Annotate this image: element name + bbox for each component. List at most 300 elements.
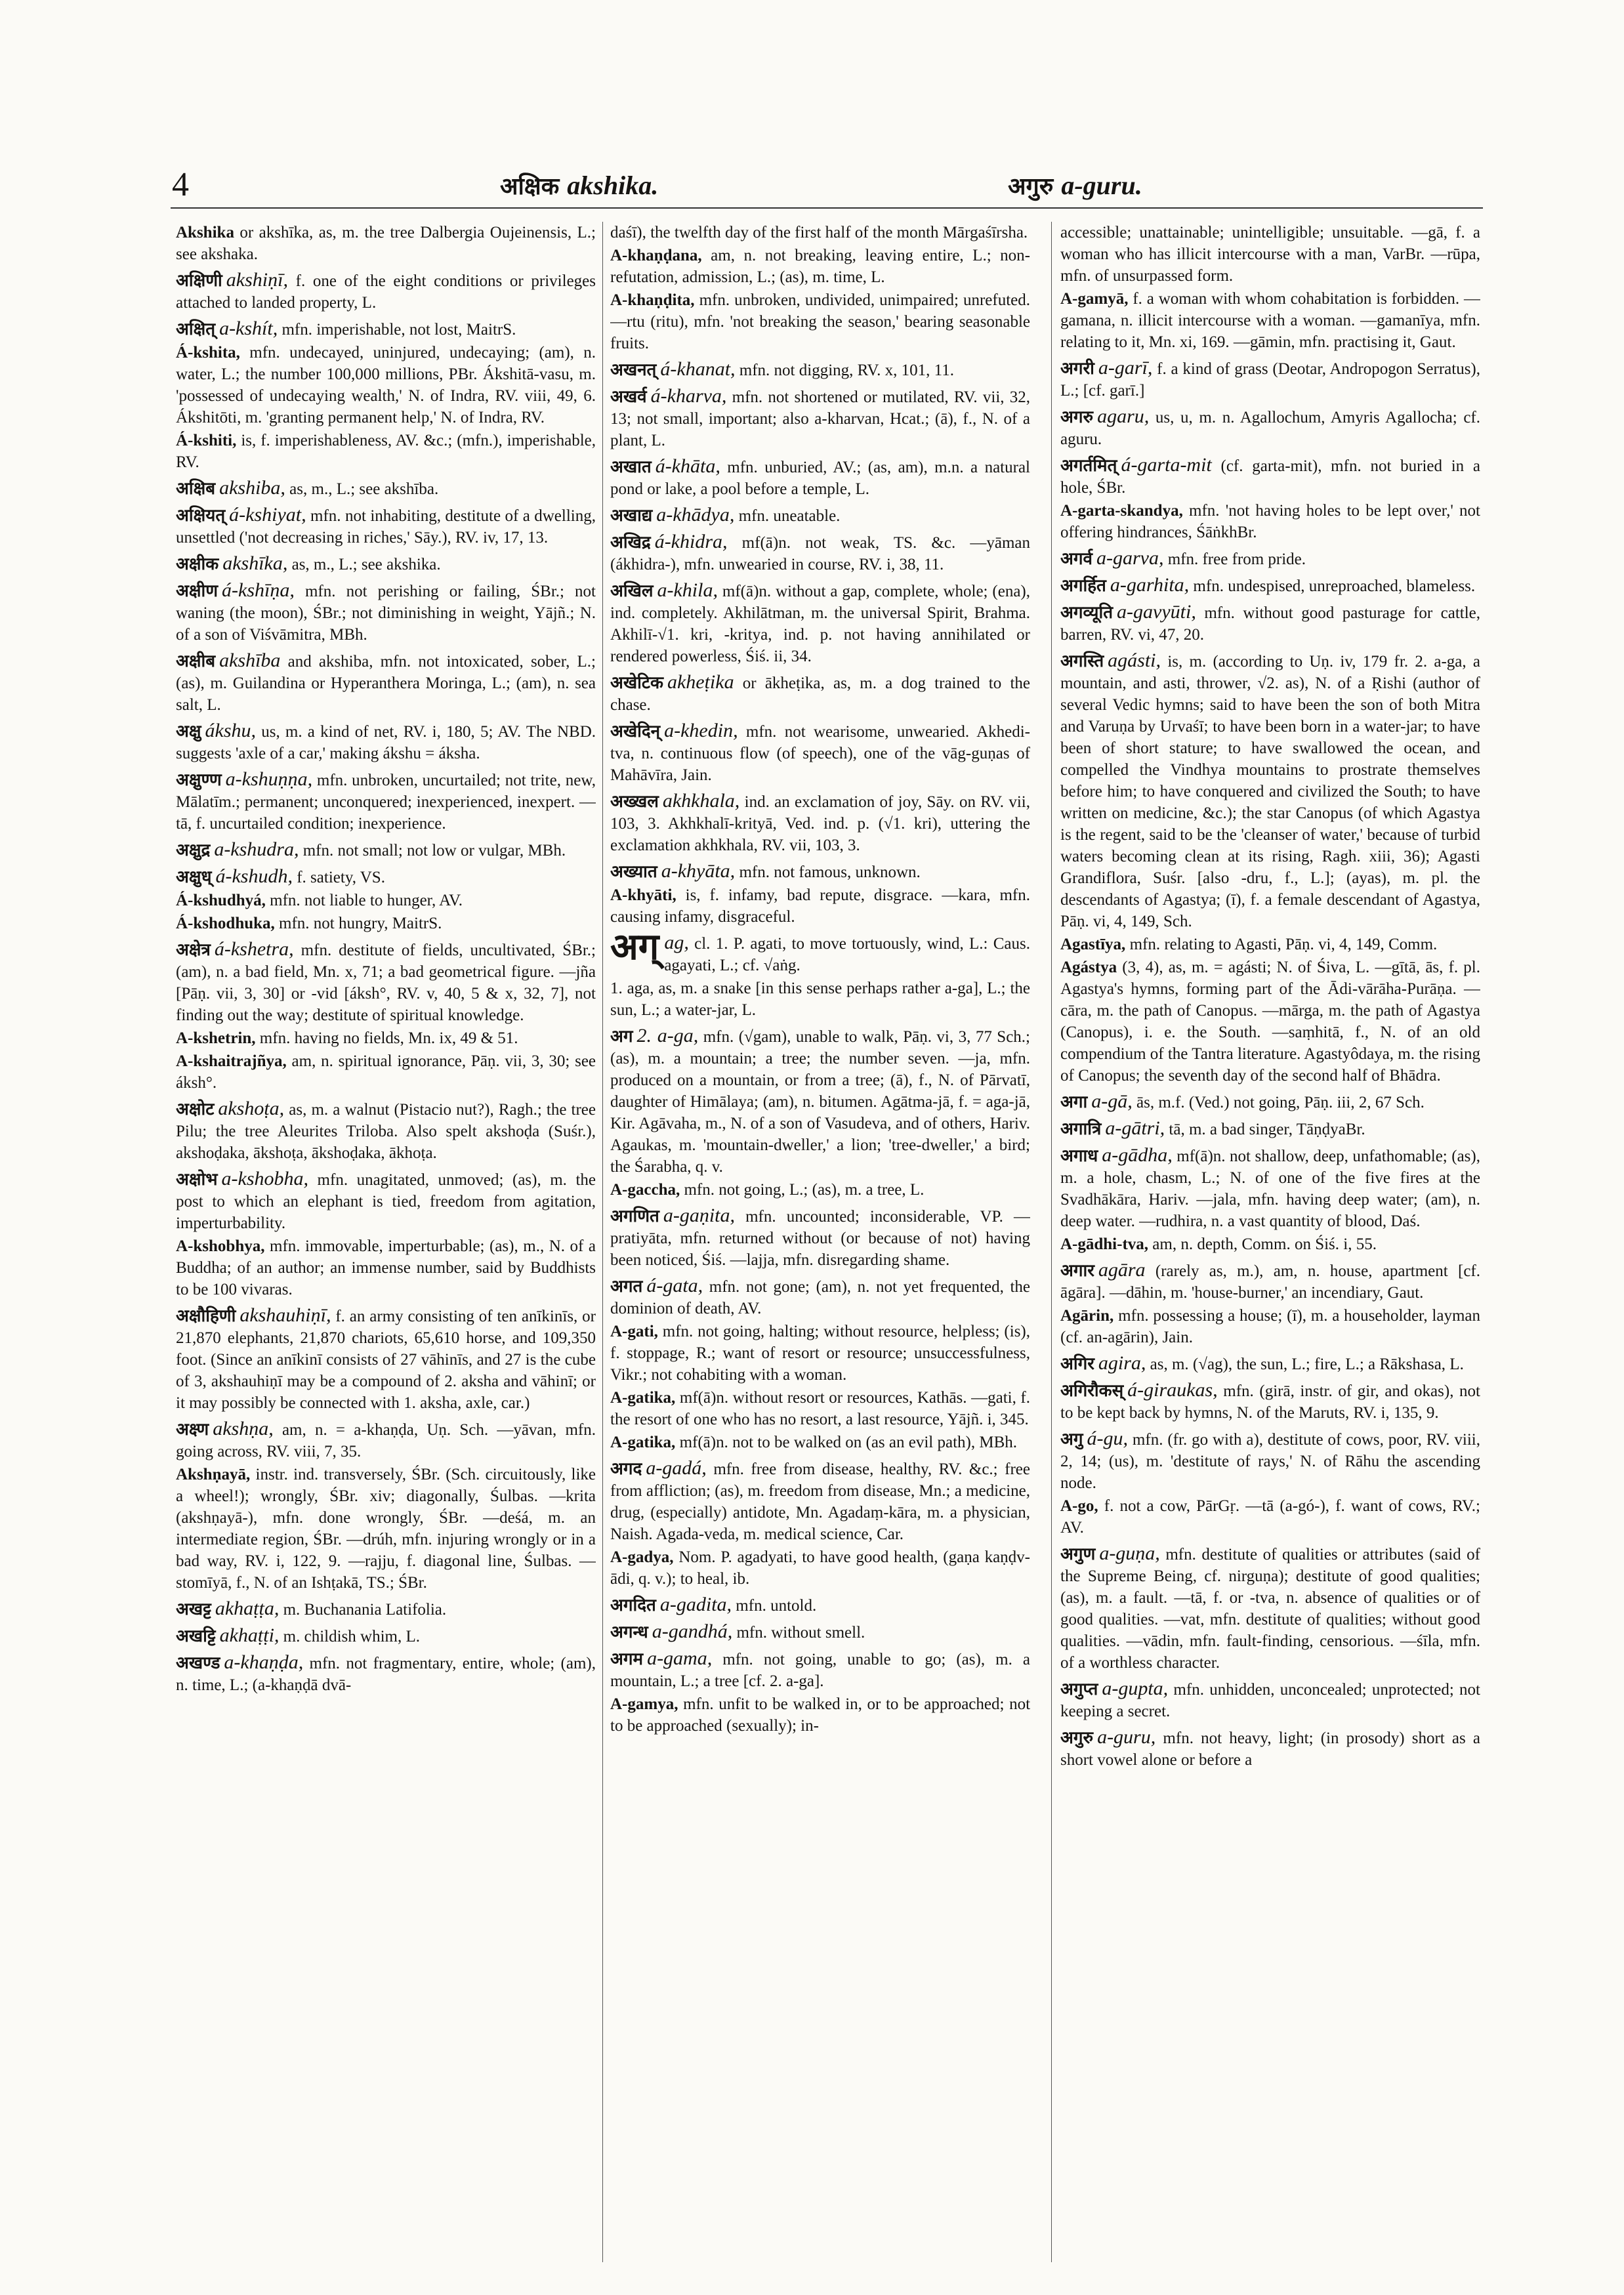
entry-definition: mfn. not famous, unknown. xyxy=(739,863,921,881)
entry-headword: A-khyāti, xyxy=(610,886,677,904)
dictionary-entry xyxy=(610,1546,1030,1590)
running-head-left-devanagari: अक्षिक xyxy=(500,173,560,200)
entry-devanagari: अखिद्र xyxy=(610,533,651,552)
entry-devanagari: अगद xyxy=(610,1459,642,1479)
entry-headword: Á-kshudhyá, xyxy=(176,892,266,909)
dictionary-entry xyxy=(610,1205,1030,1271)
dictionary-entry xyxy=(610,1621,1030,1644)
entry-definition: mfn. unbroken, undivided, unimpaired; unrefuted. —rtu (ritu), mfn. 'not breaking the season,' bearing seasonable fruits. xyxy=(610,291,1030,352)
entry-devanagari: अक्ष्ण xyxy=(176,1420,209,1439)
entry-headword: A-gati, xyxy=(610,1323,658,1340)
entry-definition: mf(ā)n. not shallow, deep, unfathomable; (as), m. a hole, chasm, L.; N. of one of the five fires at the Svadhākāra, Hariv. —jala, mfn. having deep water; (am), n. deep water. —rudhira, n. a vast quantity of blood, Daś. xyxy=(1060,1148,1480,1230)
entry-devanagari: अगाध xyxy=(1060,1146,1098,1166)
entry-definition: mfn. unagitated, unmoved; (as), m. the post to which an elephant is tied, freedom from agitation, imperturbability. xyxy=(176,1171,596,1232)
entry-headword: a-gupta, xyxy=(1102,1678,1169,1699)
entry-definition: mfn. untold. xyxy=(736,1597,817,1615)
entry-headword: A-khaṇḍana, xyxy=(610,247,702,264)
entry-definition: mfn. 'not having holes to be lept over,' not offering hindrances, ŚāṅkhBr. xyxy=(1060,502,1480,541)
entry-headword: a-khila, xyxy=(657,579,718,601)
column-divider xyxy=(1051,222,1052,2262)
dictionary-entry xyxy=(176,504,596,548)
dictionary-entry xyxy=(176,477,596,500)
entry-headword: A-gaccha, xyxy=(610,1181,680,1199)
entry-headword: a-garī, xyxy=(1098,357,1153,379)
entry-devanagari: अखण्ड xyxy=(176,1653,220,1673)
entry-devanagari: अगर्हित xyxy=(1060,576,1106,596)
entry-definition: mfn. undecayed, uninjured, undecaying; (am), n. water, L.; the number 100,000 millions, PBr. Ákshitā-vasu, m. 'possessed of undecaying wealth,' N. of Indra, RV. viii, 49, 6. Ákshitōti, m. 'granting permanent help,' N. of Indra, RV. xyxy=(176,344,596,426)
entry-definition: f. satiety, VS. xyxy=(297,869,385,886)
entry-definition: f. not a cow, PārGṛ. —tā (a-gó-), f. want of cows, RV.; AV. xyxy=(1060,1497,1480,1537)
entry-devanagari: अखट्टि xyxy=(176,1626,216,1646)
entry-headword: A-kshaitrajñya, xyxy=(176,1052,287,1070)
dictionary-entry xyxy=(176,1235,596,1300)
entry-devanagari: अक्षियत् xyxy=(176,506,226,526)
entry-definition: m. Buchanania Latifolia. xyxy=(283,1601,447,1619)
running-head-right xyxy=(1008,169,1142,201)
entry-definition: mfn. not gone; (am), n. not yet frequented, the dominion of death, AV. xyxy=(610,1278,1030,1317)
entry-devanagari: अगु xyxy=(1060,1430,1083,1449)
dictionary-entry xyxy=(610,504,1030,527)
dictionary-entry xyxy=(176,552,596,575)
entry-devanagari: अगन्ध xyxy=(610,1623,648,1642)
entry-devanagari: अक्षीब xyxy=(176,651,216,671)
dictionary-entry xyxy=(610,1594,1030,1617)
entry-headword: á-garta-mit xyxy=(1121,454,1212,476)
entry-definition: mfn. imperishable, not lost, MaitrS. xyxy=(281,321,516,339)
entry-headword: akhaṭṭi, xyxy=(219,1624,280,1646)
dictionary-entry xyxy=(610,978,1030,1021)
entry-devanagari: अख्खल xyxy=(610,792,659,812)
entry-devanagari: अक्षीण xyxy=(176,581,219,601)
entry-definition: mfn. without smell. xyxy=(736,1624,865,1642)
dictionary-entry xyxy=(610,455,1030,500)
dictionary-entry xyxy=(610,1432,1030,1453)
entry-headword: Agārin, xyxy=(1060,1307,1114,1325)
entry-definition: mfn. not hungry, MaitrS. xyxy=(279,915,442,932)
entry-definition: as, m., L.; see akshika. xyxy=(291,556,441,573)
dictionary-entry xyxy=(610,790,1030,856)
entry-devanagari: अक्षोभ xyxy=(176,1170,218,1189)
entry-devanagari: अगात्रि xyxy=(1060,1119,1102,1139)
entry-definition: mf(ā)n. without a gap, complete, whole; (ena), ind. completely. Akhilātman, m. the universal Spirit, Brahma. Akhilī-√1. kri, -kritya, ind. p. not having annihilated or rendered powerless, Śiś. ii, 34. xyxy=(610,583,1030,665)
dictionary-entry xyxy=(610,720,1030,786)
entry-definition: (rarely as, m.), am, n. house, apartment [cf. āgāra]. —dāhin, m. 'house-burner,' an incendiary, Gaut. xyxy=(1060,1262,1480,1302)
entry-definition: mfn. possessing a house; (ī), m. a householder, layman (cf. an-agārin), Jain. xyxy=(1060,1307,1480,1346)
entry-definition: mfn. not small; not low or vulgar, MBh. xyxy=(302,842,566,859)
entry-definition: cl. 1. P. agati, to move tortuously, wind, L.: Caus. agayati, L.; cf. √aṅg. xyxy=(664,935,1030,974)
entry-headword: á-kshetra, xyxy=(214,938,294,960)
dictionary-entry xyxy=(1060,957,1480,1086)
entry-devanagari: अगस्ति xyxy=(1060,651,1104,671)
dictionary-entry xyxy=(176,1050,596,1094)
dictionary-entry xyxy=(176,650,596,716)
entry-headword: akshiba, xyxy=(219,477,285,499)
entry-headword: Á-kshodhuka, xyxy=(176,915,275,932)
entry-devanagari: अगम xyxy=(610,1649,644,1669)
dictionary-entry xyxy=(176,269,596,314)
entry-devanagari: अगुरु xyxy=(1060,1728,1094,1748)
entry-headword: a-gadá, xyxy=(646,1457,707,1479)
entry-headword: A-gatika, xyxy=(610,1389,676,1407)
dictionary-entry xyxy=(176,838,596,861)
entry-definition: mfn. not shortened or mutilated, RV. vii, 32, 13; not small, important; also a-kharvan, Hcat.; (ā), f., N. of a plant, L. xyxy=(610,388,1030,449)
dictionary-entry xyxy=(176,342,596,428)
running-head-right-devanagari: अगुरु xyxy=(1008,173,1054,200)
dictionary-entry xyxy=(1060,1090,1480,1113)
entry-definition: mfn. not perishing or failing, ŚBr.; not waning (the moon), ŚBr.; not diminishing in weight, Yājñ.; N. of a son of Viśvāmitra, MBh. xyxy=(176,583,596,644)
entry-headword: a-kshudra, xyxy=(214,838,299,860)
dictionary-entry xyxy=(1060,1352,1480,1375)
entry-devanagari: अखाद्य xyxy=(610,506,653,526)
dictionary-entry xyxy=(610,385,1030,451)
entry-headword: A-gamyā, xyxy=(1060,290,1129,308)
entry-definition: mfn. (fr. go with a), destitute of cows, poor, RV. viii, 2, 14; (us), m. 'destitute of rays,' N. of Rāhu the ascending node. xyxy=(1060,1431,1480,1492)
entry-definition: mfn. destitute of qualities or attributes (said of the Supreme Being, cf. nirguṇa); destitute of good qualities; (as), m. a fault. —tā, f. or -tva, n. absence of qualities or of good qualities. —vat, mfn. destitute of qualities; without good qualities. —vādin, mfn. fault-finding, censorious. —śīla, mfn. of a worthless character. xyxy=(1060,1546,1480,1672)
entry-headword: á-khāta, xyxy=(655,455,720,477)
dictionary-entry xyxy=(176,720,596,764)
entry-definition: mfn. having no fields, Mn. ix, 49 & 51. xyxy=(259,1029,518,1047)
entry-headword: Akshṇayā, xyxy=(176,1466,251,1483)
entry-devanagari: अगरु xyxy=(1060,407,1094,427)
entry-headword: Á-kshita, xyxy=(176,344,240,362)
entry-definition: f. a woman with whom cohabitation is forbidden. —gamana, n. illicit intercourse with a woman. —gamanīya, mfn. relating to it, Mn. xi, 169. —gāmin, mfn. practising it, Gaut. xyxy=(1060,290,1480,351)
entry-headword: a-guru, xyxy=(1097,1726,1156,1748)
dictionary-entry xyxy=(1060,1144,1480,1232)
entry-devanagari: अख्यात xyxy=(610,862,657,882)
entry-headword: A-go, xyxy=(1060,1497,1098,1515)
page-number: 4 xyxy=(172,166,189,203)
entry-definition: as, m. a walnut (Pistacio nut?), Ragh.; the tree Pilu; the tree Aleurites Triloba. Also spelt akshoḍa (Suśr.), akshoḍaka, ākshoṭa, ākshoḍaka, ākhoṭa. xyxy=(176,1101,596,1162)
dictionary-entry xyxy=(176,1464,596,1594)
entry-definition: or akshīka, as, m. the tree Dalbergia Oujeinensis, L.; see akshaka. xyxy=(176,224,596,263)
entry-devanagari: अगणित xyxy=(610,1207,659,1226)
dictionary-entry xyxy=(610,1387,1030,1430)
entry-devanagari: अक्षिब xyxy=(176,479,216,499)
entry-definition: us, m. a kind of net, RV. i, 180, 5; AV. The NBD. suggests 'axle of a car,' making ákshu = áksha. xyxy=(176,723,596,762)
dictionary-entry xyxy=(176,1651,596,1696)
entry-headword: a-khyāta, xyxy=(661,860,736,882)
dictionary-entry xyxy=(1060,1678,1480,1722)
entry-definition: mfn. not inhabiting, destitute of a dwelling, unsettled ('not decreasing in riches,' Sāy.), RV. iv, 17, 13. xyxy=(176,507,596,547)
entry-definition: mf(ā)n. not to be walked on (as an evil path), MBh. xyxy=(679,1434,1018,1451)
entry-headword: akshiṇī, xyxy=(226,269,288,291)
dictionary-entry xyxy=(610,1693,1030,1737)
dictionary-entry xyxy=(1060,500,1480,543)
entry-definition: mfn. not liable to hunger, AV. xyxy=(270,892,463,909)
entry-headword: a-gātri, xyxy=(1105,1117,1165,1139)
entry-definition: f. a kind of grass (Deotar, Andropogon Serratus), L.; [cf. garī.] xyxy=(1060,360,1480,400)
dictionary-entry xyxy=(610,289,1030,354)
entry-definition: mfn. unhidden, unconcealed; unprotected; not keeping a secret. xyxy=(1060,1681,1480,1720)
column-1 xyxy=(176,222,596,2262)
entry-headword: á-gata, xyxy=(646,1275,703,1296)
dictionary-entry xyxy=(176,1168,596,1234)
entry-definition: Nom. P. agadyati, to have good health, (gaṇa kaṇḍv-ādi, q. v.); to heal, ib. xyxy=(610,1548,1030,1588)
entry-definition: accessible; unattainable; unintelligible; unsuitable. —gā, f. a woman who has illicit intercourse with a man, VarBr. —rūpa, mfn. of unsurpassed form. xyxy=(1060,224,1480,285)
entry-headword: a-khādya, xyxy=(656,504,735,526)
dictionary-entry xyxy=(1060,574,1480,597)
dictionary-entry xyxy=(1060,1428,1480,1494)
dictionary-entry xyxy=(176,1304,596,1414)
dictionary-entry xyxy=(176,890,596,911)
dictionary-entry xyxy=(610,1647,1030,1692)
dictionary-entry xyxy=(610,531,1030,575)
dictionary-entry xyxy=(1060,222,1480,287)
dictionary-entry xyxy=(610,245,1030,288)
dictionary-entry xyxy=(1060,405,1480,450)
dictionary-entry xyxy=(176,1624,596,1647)
entry-headword: a-kshuṇṇa, xyxy=(225,768,313,790)
column-3 xyxy=(1060,222,1480,2262)
entry-headword: á-khidra, xyxy=(654,531,728,552)
dictionary-entry xyxy=(176,579,596,646)
dictionary-entry xyxy=(176,768,596,835)
entry-headword: A-gādhi-tva, xyxy=(1060,1235,1149,1253)
entry-devanagari: अखेटिक xyxy=(610,673,663,693)
entry-definition: as, m., L.; see akshība. xyxy=(289,480,439,498)
entry-headword: akshība xyxy=(219,650,281,671)
entry-devanagari: अगिरौकस् xyxy=(1060,1381,1124,1401)
entry-devanagari: अगर्व xyxy=(1060,549,1093,569)
entry-definition: f. one of the eight conditions or privileges attached to landed property, L. xyxy=(176,272,596,312)
entry-devanagari: अक्षेत्र xyxy=(176,940,211,960)
entry-headword: a-khedin, xyxy=(664,720,738,741)
header-rule xyxy=(171,207,1483,209)
entry-headword: a-gavyūti, xyxy=(1117,601,1196,623)
entry-headword: á-gu, xyxy=(1087,1428,1129,1449)
column-2 xyxy=(610,222,1030,2262)
entry-headword: a-garhita, xyxy=(1110,574,1190,596)
entry-headword: a-khaṇḍa, xyxy=(224,1651,304,1673)
entry-headword: agira, xyxy=(1098,1352,1146,1374)
entry-devanagari: अगिर xyxy=(1060,1354,1094,1374)
entry-definition: as, m. (√ag), the sun, L.; fire, L.; a Rākshasa, L. xyxy=(1150,1355,1464,1373)
entry-definition: is, f. imperishableness, AV. &c.; (mfn.), imperishable, RV. xyxy=(176,432,596,471)
dictionary-entry xyxy=(1060,454,1480,499)
dictionary-entry xyxy=(1060,650,1480,932)
dictionary-entry xyxy=(1060,1259,1480,1304)
dictionary-entry xyxy=(176,430,596,473)
dictionary-entry xyxy=(1060,1726,1480,1771)
entry-definition: am, n. = a-khaṇḍa, Uṇ. Sch. —yāvan, mfn. going across, RV. viii, 7, 35. xyxy=(176,1421,596,1460)
entry-devanagari: अक्षित् xyxy=(176,320,216,339)
entry-definition: f. an army consisting of ten anīkinīs, or 21,870 elephants, 21,870 chariots, 65,610 horse, and 109,350 foot. (Since an anīkinī consists of 27 vāhinīs, and 27 is the cube of 3, akshauhiṇī may be a compound of 2. aksha and vāhinī; or it may possibly be connected with 1. aksha, axle, car.) xyxy=(176,1308,596,1412)
entry-devanagari: अखात xyxy=(610,457,652,477)
dictionary-entry xyxy=(176,1027,596,1049)
entry-definition: daśī), the twelfth day of the first half of the month Mārgaśīrsha. xyxy=(610,224,1028,241)
entry-devanagari: अक्षुध् xyxy=(176,867,212,887)
entry-definition: mfn. unburied, AV.; (as, am), m.n. a natural pond or lake, a pool before a temple, L. xyxy=(610,459,1030,498)
entry-devanagari: अखट्ट xyxy=(176,1600,211,1619)
dictionary-entry xyxy=(610,1275,1030,1319)
dictionary-entry xyxy=(176,1098,596,1164)
entry-devanagari: अगार xyxy=(1060,1261,1094,1281)
entry-definition: us, u, m. n. Agallochum, Amyris Agallocha; cf. aguru. xyxy=(1060,409,1480,448)
dictionary-entry xyxy=(610,1025,1030,1178)
dictionary-entry xyxy=(610,222,1030,243)
running-head-left xyxy=(500,169,658,201)
entry-headword: á-khanat, xyxy=(660,358,736,380)
entry-devanagari: अगदित xyxy=(610,1596,656,1615)
entry-definition: mfn. immovable, imperturbable; (as), m., N. of a Buddha; of an author; an immense number, said by Buddhists to be 100 vivaras. xyxy=(176,1237,596,1298)
entry-headword: á-kshiyat, xyxy=(229,504,306,526)
entry-devanagari: अग् xyxy=(610,926,659,968)
entry-devanagari: अक्षु xyxy=(176,722,201,741)
entry-devanagari: अखेदिन् xyxy=(610,722,661,741)
entry-headword: akshṇa, xyxy=(213,1418,274,1439)
entry-headword: A-garta-skandya, xyxy=(1060,502,1183,520)
dictionary-entry xyxy=(176,938,596,1026)
entry-definition: mfn. relating to Agasti, Pāṇ. vi, 4, 149, Comm. xyxy=(1129,936,1438,953)
entry-definition: mfn. not going, unable to go; (as), m. a mountain, L.; a tree [cf. 2. a-ga]. xyxy=(610,1651,1030,1690)
entry-headword: A-khaṇḍita, xyxy=(610,291,695,309)
entry-headword: a-kshít, xyxy=(219,318,278,339)
entry-headword: Agástya xyxy=(1060,959,1117,976)
entry-definition: ind. an exclamation of joy, Sāy. on RV. vii, 103, 3. Akhkhalī-krityā, Ved. ind. p. (√1. kri), uttering the exclamation akhkhala, RV. vii, 103, 3. xyxy=(610,793,1030,854)
dictionary-entry xyxy=(176,222,596,265)
entry-headword: agāra xyxy=(1098,1259,1146,1281)
entry-devanagari: अक्षीक xyxy=(176,554,219,574)
entry-devanagari: अगा xyxy=(1060,1092,1088,1112)
entry-headword: Á-kshiti, xyxy=(176,432,237,449)
entry-headword: a-gama, xyxy=(647,1647,713,1669)
dictionary-entry xyxy=(610,1457,1030,1545)
entry-definition: mfn. not wearisome, unwearied. Akhedi-tva, n. continuous flow (of speech), one of the vāg-guṇas of Mahāvīra, Jain. xyxy=(610,723,1030,784)
entry-devanagari: अगव्यूति xyxy=(1060,603,1114,623)
dictionary-entry xyxy=(610,884,1030,928)
entry-definition: mfn. free from disease, healthy, RV. &c.; free from affliction; (as), m. freedom from disease, Mn.; a medicine, drug, (especially) antidote, Mn. Agadaṃ-kāra, m. a physician, Naish. Agada-veda, m. medical science, Car. xyxy=(610,1460,1030,1543)
entry-definition: am, n. depth, Comm. on Śiś. i, 55. xyxy=(1152,1235,1377,1253)
entry-headword: a-kshobha, xyxy=(221,1168,309,1189)
entry-headword: akshauhiṇī, xyxy=(239,1304,331,1326)
entry-headword: a-gā, xyxy=(1091,1090,1133,1112)
entry-devanagari: अक्षुण्ण xyxy=(176,770,222,790)
dictionary-entry xyxy=(1060,1117,1480,1140)
dictionary-entry xyxy=(176,913,596,934)
entry-headword: á-kshīṇa, xyxy=(222,579,295,601)
entry-definition: mfn. destitute of fields, uncultivated, ŚBr.; (am), n. a bad field, Mn. x, 71; a bad geometrical figure. —jña [Pāṇ. vii, 3, 30] or -vid [áksh°, RV. v, 40, 5 & x, 32, 7], not finding out the way; destitute of spiritual knowledge. xyxy=(176,941,596,1024)
entry-devanagari: अखर्व xyxy=(610,387,647,407)
entry-headword: akhkhala, xyxy=(662,790,740,812)
entry-definition: is, f. infamy, bad repute, disgrace. —kara, mfn. causing infamy, disgraceful. xyxy=(610,886,1030,926)
entry-definition: instr. ind. transversely, ŚBr. (Sch. circuitously, like a wheel!); wrongly, ŚBr. xiv; diagonally, Śulbas. —krita (akshṇayā-), mfn. done wrongly, ŚBr. —deśá, m. an intermediate region, ŚBr. —drúh, mfn. injuring wrongly or in a bad way, RV. i, 122, 9. —rajju, f. diagonal line, Śulbas. —stomīyā, f., N. of an Ishṭakā, TS.; ŚBr. xyxy=(176,1466,596,1592)
entry-headword: akshīka, xyxy=(222,552,288,574)
entry-devanagari: अक्षौहिणी xyxy=(176,1306,236,1326)
entry-devanagari: अक्षोट xyxy=(176,1100,215,1119)
dictionary-entry xyxy=(610,671,1030,716)
entry-devanagari: अखनत् xyxy=(610,360,657,380)
entry-definition: mf(ā)n. not weak, TS. &c. —yāman (ákhidra-), mfn. unwearied in course, RV. i, 38, 11. xyxy=(610,534,1030,573)
running-head-left-roman: akshika. xyxy=(567,171,659,200)
entry-devanagari: अगुप्त xyxy=(1060,1680,1098,1699)
entry-definition: mfn. not digging, RV. x, 101, 11. xyxy=(739,362,954,379)
entry-definition: mfn. not going, L.; (as), m. a tree, L. xyxy=(684,1181,925,1199)
entry-definition: or ākheṭika, as, m. a dog trained to the chase. xyxy=(610,674,1030,714)
entry-headword: A-gadya, xyxy=(610,1548,674,1566)
running-head-right-roman: a-guru. xyxy=(1061,171,1142,200)
entry-headword: a-guṇa, xyxy=(1099,1542,1160,1564)
entry-headword: A-gatika, xyxy=(610,1434,676,1451)
dictionary-entry xyxy=(1060,547,1480,570)
entry-definition: is, m. (according to Uṇ. iv, 179 fr. 2. a-ga, a mountain, and asti, thrower, √2. as), N. of a Ṛishi (author of several Vedic hymns; said to have been the son of both Mitra and Varuṇa by Urvaśī; to have been born in a water-jar; to have been of short stature; to have swallowed the ocean, and compelled the Vindhya mountains to prostrate themselves before him; to have conquered and civilized the South; to have written on medicine, &c.); the star Canopus (of which Agastya is the regent, said to be the 'cleanser of water,' because of turbid waters becoming clean at its rising, Ragh. xiii, 36); Agasti Grandiflora, Suśr. [also -dru, f., L.]; (ayas), m. pl. the descendants of Agastya; (ī), f. a female descendant of Agastya, Pāṇ. vi, 4, 149, Sch. xyxy=(1060,653,1480,930)
entry-headword: á-kharva, xyxy=(650,385,727,407)
entry-definition: tā, m. a bad singer, TāṇḍyaBr. xyxy=(1169,1121,1365,1138)
dictionary-entry xyxy=(610,926,1030,976)
entry-definition: mfn. not heavy, light; (in prosody) short as a short vowel alone or before a xyxy=(1060,1729,1480,1769)
dictionary-entry xyxy=(1060,1305,1480,1348)
entry-devanagari: अखिल xyxy=(610,581,654,601)
entry-definition: mfn. free from pride. xyxy=(1167,550,1306,568)
entry-devanagari: अक्षुद्र xyxy=(176,840,211,860)
dictionary-entry xyxy=(176,1418,596,1462)
entry-definition: ās, m.f. (Ved.) not going, Pāṇ. iii, 2, 67 Sch. xyxy=(1136,1094,1425,1111)
entry-definition: mfn. unbroken, uncurtailed; not trite, new, Mālatīm.; permanent; unconquered; inexperienced, inexpert. —tā, f. uncurtailed condition; inexperience. xyxy=(176,772,596,833)
entry-definition: mfn. uncounted; inconsiderable, VP. —pratiyāta, mfn. returned without (or because of not) having been noticed, Śiś. —lajja, mfn. disregarding shame. xyxy=(610,1208,1030,1269)
entry-devanagari: अगुण xyxy=(1060,1544,1096,1564)
entry-definition: mfn. undespised, unreproached, blameless. xyxy=(1193,577,1476,595)
dictionary-entry xyxy=(1060,1233,1480,1255)
entry-headword: akheṭika xyxy=(667,671,734,693)
dictionary-entry xyxy=(610,358,1030,381)
entry-definition: am, n. spiritual ignorance, Pāṇ. vii, 3, 30; see áksh°. xyxy=(176,1052,596,1092)
entry-headword: agásti, xyxy=(1108,650,1161,671)
entry-headword: akshoṭa, xyxy=(218,1098,285,1119)
entry-definition: m. childish whim, L. xyxy=(283,1628,420,1645)
dictionary-entry xyxy=(610,860,1030,883)
entry-headword: A-kshobhya, xyxy=(176,1237,265,1255)
dictionary-entry xyxy=(1060,1379,1480,1424)
dictionary-entry xyxy=(610,579,1030,667)
entry-definition: mfn. without good pasturage for cattle, barren, RV. vi, 47, 20. xyxy=(1060,604,1480,644)
dictionary-entry xyxy=(1060,1495,1480,1539)
entry-headword: ákshu, xyxy=(205,720,257,741)
dictionary-entry xyxy=(176,1598,596,1621)
entry-headword: a-gandhá, xyxy=(652,1621,733,1642)
entry-headword: a-garva, xyxy=(1096,547,1164,569)
entry-headword: a-gaṇita, xyxy=(663,1205,736,1226)
dictionary-entry xyxy=(1060,357,1480,402)
dictionary-entry xyxy=(610,1321,1030,1386)
entry-definition: mfn. (girā, instr. of gir, and okas), not to be kept back by hymns, N. of the Maruts, RV. i, 135, 9. xyxy=(1060,1382,1480,1422)
entry-headword: á-giraukas, xyxy=(1127,1379,1218,1401)
dictionary-entry xyxy=(1060,934,1480,955)
entry-definition: (3, 4), as, m. = agásti; N. of Śiva, L. —gītā, ās, f. pl. Agastya's hymns, forming part of the Ādi-vārāha-Purāṇa. —cāra, m. the path of Canopus. —mārga, m. the path of Agastya (Canopus), i. e. the South. —saṃhitā, f., N. of an old compendium of the Tantra literature. Agastyôdaya, m. the rising of Canopus; the seventh day of the second half of Bhādra. xyxy=(1060,959,1480,1085)
dictionary-entry xyxy=(1060,1542,1480,1674)
entry-definition: and akshiba, mfn. not intoxicated, sober, L.; (as), m. Guilandina or Hyperanthera Moringa, L.; (am), n. sea salt, L. xyxy=(176,653,596,714)
entry-definition: mfn. not going, halting; without resource, helpless; (is), f. stoppage, R.; want of resort or resource; unsuccessfulness, Vikr.; not cohabiting with a woman. xyxy=(610,1323,1030,1384)
entry-headword: a-gādha, xyxy=(1102,1144,1173,1166)
entry-headword: akhaṭṭa, xyxy=(215,1598,280,1619)
entry-definition: (cf. garta-mit), mfn. not buried in a hole, ŚBr. xyxy=(1060,457,1480,497)
entry-headword: Agastīya, xyxy=(1060,936,1126,953)
dictionary-entry xyxy=(176,318,596,341)
dictionary-entry xyxy=(176,865,596,888)
entry-definition: mfn. not fragmentary, entire, whole; (am), n. time, L.; (a-khaṇḍā dvā- xyxy=(176,1655,596,1694)
entry-headword: A-gamya, xyxy=(610,1695,678,1713)
entry-headword: ag, xyxy=(664,932,689,953)
entry-devanagari: अग xyxy=(610,1027,633,1046)
entry-definition: mfn. unfit to be walked in, or to be approached; not to be approached (sexually); in- xyxy=(610,1695,1030,1735)
entry-definition: 1. aga, as, m. a snake [in this sense perhaps rather a-ga], L.; the sun, L.; a water-jar, L. xyxy=(610,980,1030,1019)
column-divider xyxy=(602,222,603,2262)
entry-headword: Akshika xyxy=(176,224,234,241)
entry-definition: am, n. not breaking, leaving entire, L.; non-refutation, admission, L.; (as), m. time, L. xyxy=(610,247,1030,286)
dictionary-entry xyxy=(1060,288,1480,353)
entry-definition: mf(ā)n. without resort or resources, Kathās. —gati, f. the resort of one who has no resort, a last resource, Yājñ. i, 345. xyxy=(610,1389,1030,1428)
entry-headword: a-gadita, xyxy=(659,1594,732,1615)
entry-headword: A-kshetrin, xyxy=(176,1029,256,1047)
entry-devanagari: अक्षिणी xyxy=(176,271,222,291)
